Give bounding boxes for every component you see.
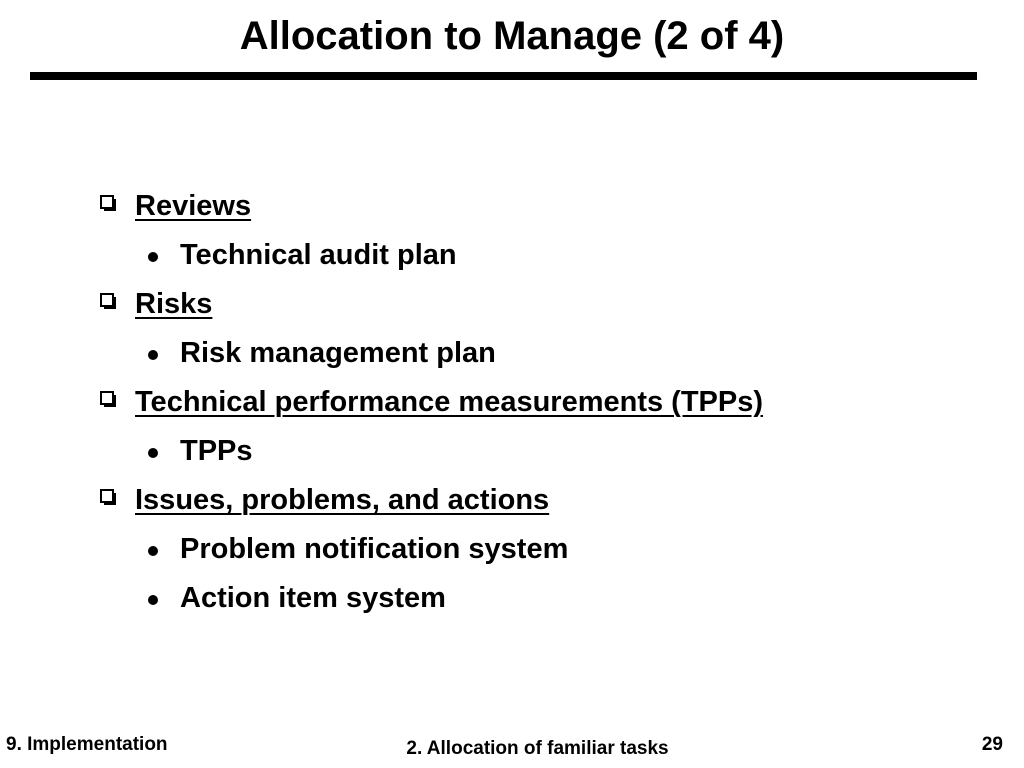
bullet-icon [148, 448, 158, 458]
list-item [98, 526, 978, 575]
list-item-text: Action item system [180, 582, 446, 614]
list-heading-tpps [98, 379, 978, 428]
footer-chapter: 9. Implementation [6, 734, 168, 755]
checkbox-icon [100, 391, 117, 408]
list-item-text: Risk management plan [180, 337, 496, 369]
checkbox-icon [100, 489, 117, 506]
list-item-text: TPPs [180, 435, 253, 467]
bullet-list [98, 183, 978, 624]
list-heading-reviews [98, 183, 978, 232]
slide-title: Allocation to Manage (2 of 4) [239, 14, 785, 58]
footer-section: 2. Allocation of familiar tasks [406, 738, 669, 759]
heading-text: Reviews [135, 190, 252, 222]
bullet-icon [148, 595, 158, 605]
list-item-text: Technical audit plan [180, 239, 457, 271]
title-divider [30, 72, 977, 80]
checkbox-icon [100, 293, 117, 310]
list-item [98, 232, 978, 281]
page-number: 29 [981, 734, 1003, 755]
heading-text: Technical performance measurements (TPPs) [135, 386, 764, 418]
bullet-icon [148, 350, 158, 360]
list-item [98, 428, 978, 477]
checkbox-icon [100, 195, 117, 212]
heading-text: Issues, problems, and actions [135, 484, 550, 516]
heading-text: Risks [135, 288, 213, 320]
list-item [98, 575, 978, 624]
list-item [98, 330, 978, 379]
list-item-text: Problem notification system [180, 533, 569, 565]
bullet-icon [148, 546, 158, 556]
list-heading-risks [98, 281, 978, 330]
list-heading-issues [98, 477, 978, 526]
bullet-icon [148, 252, 158, 262]
